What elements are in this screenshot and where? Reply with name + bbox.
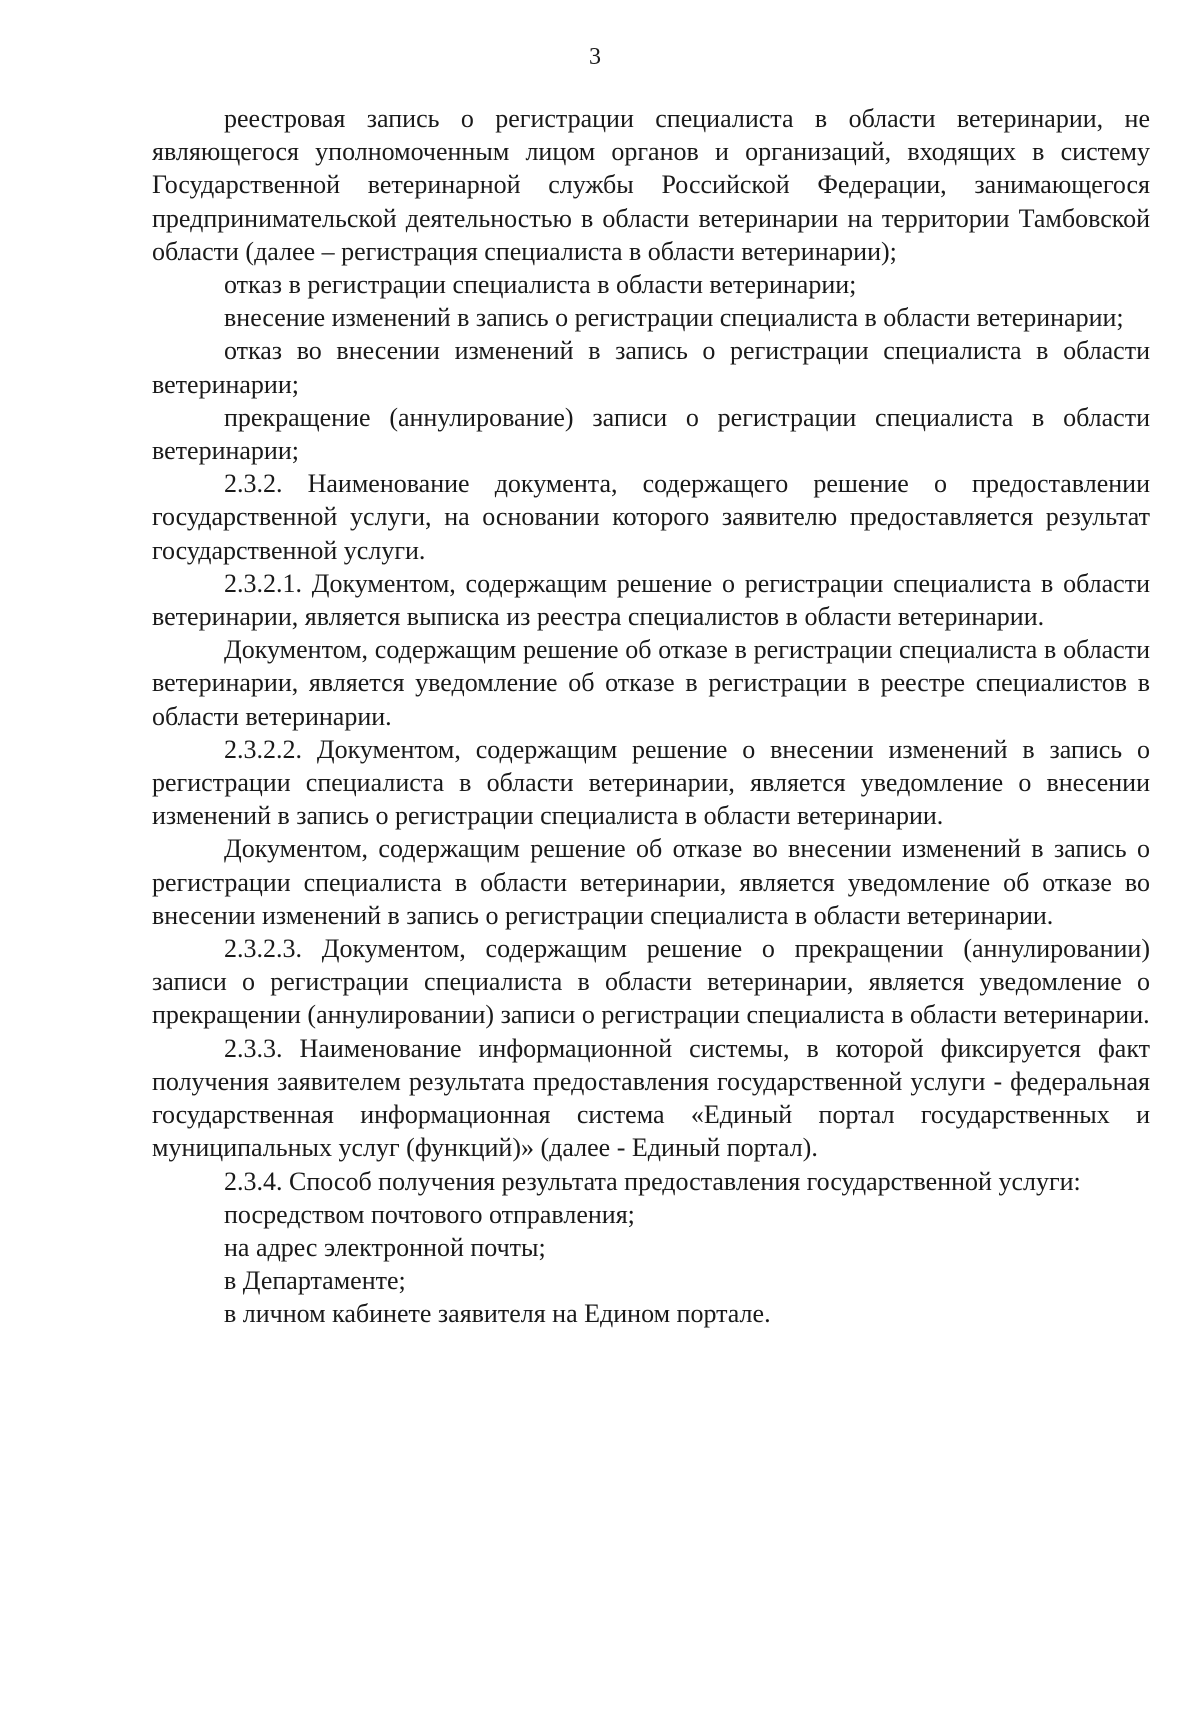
paragraph-registration-refusal: отказ в регистрации специалиста в области ветеринарии; (224, 270, 857, 300)
paragraph-2-3-2-1: 2.3.2.1. Документом, содержащим решение о регистрации специалиста в области ветеринарии, является выписка из реестра специалистов в области ветеринарии. (152, 568, 1150, 632)
paragraph-2-3-3: 2.3.3. Наименование информационной системы, в которой фиксируется факт получения заявителем результата предоставления государственной услуги - федеральная государственная информационная система «Единый портал государственных и муниципальных услуг (функций)» (далее - Единый портал). (152, 1033, 1150, 1163)
list-item-department: в Департаменте; (224, 1266, 406, 1296)
page-number: 3 (589, 44, 601, 70)
document-body (152, 102, 1150, 1331)
paragraph-record-changes: внесение изменений в запись о регистрации специалиста в области ветеринарии; (224, 303, 1124, 333)
paragraph-2-3-2-2: 2.3.2.2. Документом, содержащим решение о внесении изменений в запись о регистрации специалиста в области ветеринарии, является уведомление о внесении изменений в запись о регистрации специалиста в области ветеринарии. (152, 734, 1150, 831)
paragraph-registry-entry: реестровая запись о регистрации специалиста в области ветеринарии, не являющегося уполномоченным лицом органов и организаций, входящих в систему Государственной ветеринарной службы Российской Федерации, занимающегося предпринимательской деятельностью в области ветеринарии на территории Тамбовской области (далее – регистрация специалиста в области ветеринарии); (152, 104, 1150, 266)
paragraph-2-3-4: 2.3.4. Способ получения результата предоставления государственной услуги: (224, 1166, 1081, 1196)
paragraph-2-3-2: 2.3.2. Наименование документа, содержащего решение о предоставлении государственной услуги, на основании которого заявителю предоставляется результат государственной услуги. (152, 469, 1150, 565)
paragraph-changes-refusal-document: Документом, содержащим решение об отказе во внесении изменений в запись о регистрации специалиста в области ветеринарии, является уведомление об отказе во внесении изменений в запись о регистрации специалиста в области ветеринарии. (152, 834, 1150, 930)
paragraph-refusal-document: Документом, содержащим решение об отказе в регистрации специалиста в области ветеринарии, является уведомление об отказе в регистрации в реестре специалистов в области ветеринарии. (152, 635, 1150, 731)
paragraph-changes-refusal: отказ во внесении изменений в запись о регистрации специалиста в области ветеринарии; (152, 336, 1150, 399)
list-item-email: на адрес электронной почты; (224, 1232, 546, 1262)
list-item-portal-cabinet: в личном кабинете заявителя на Едином портале. (224, 1299, 771, 1329)
paragraph-record-termination: прекращение (аннулирование) записи о регистрации специалиста в области ветеринарии; (152, 402, 1150, 466)
list-item-postal: посредством почтового отправления; (224, 1199, 635, 1229)
paragraph-2-3-2-3: 2.3.2.3. Документом, содержащим решение о прекращении (аннулировании) записи о регистрации специалиста в области ветеринарии, является уведомление о прекращении (аннулировании) записи о регистрации специалиста в области ветеринарии. (152, 934, 1150, 1030)
